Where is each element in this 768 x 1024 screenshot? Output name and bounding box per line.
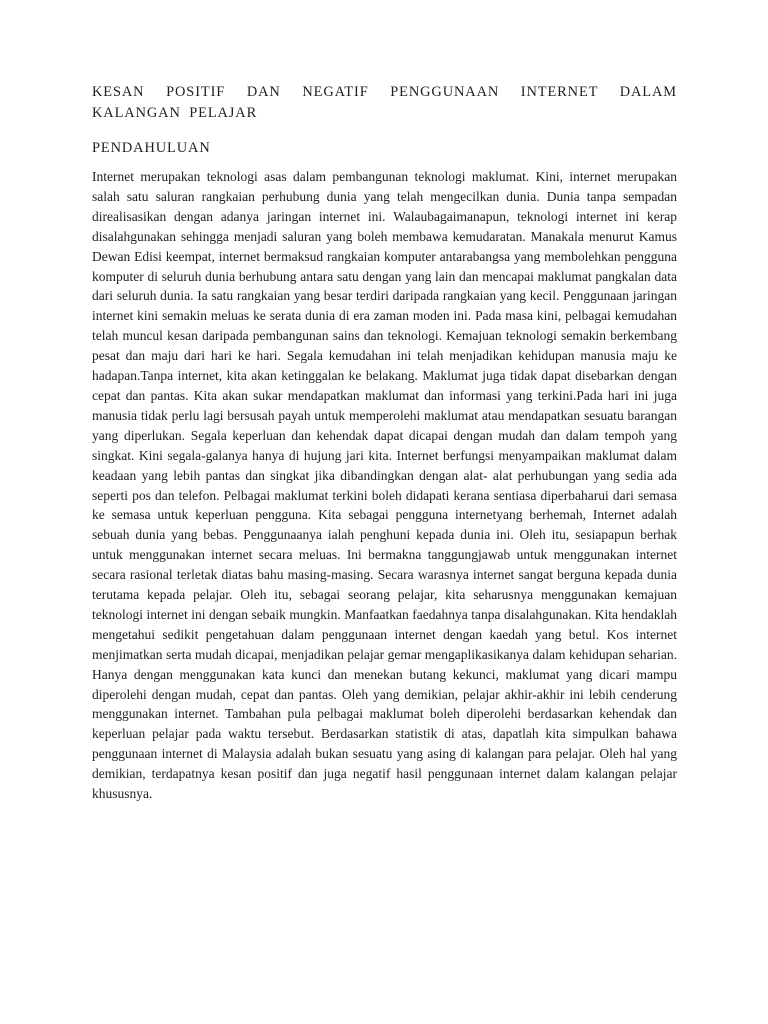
document-page: [92, 82, 677, 804]
section-heading: PENDAHULUAN: [92, 140, 211, 156]
body-paragraph: Internet merupakan teknologi asas dalam pembangunan teknologi maklumat. Kini, internet merupakan salah satu saluran rangkaian perhubung dunia yang telah mengecilkan dunia. Dunia tanpa sempadan direalisasikan dengan adanya jaringan internet ini. Walaubagaimanapun, teknologi internet ini kerap disalahgunakan sehingga menjadi saluran yang boleh membawa kemudaratan. Manakala menurut Kamus Dewan Edisi keempat, internet bermaksud rangkaian komputer antarabangsa yang membolehkan pengguna komputer di seluruh dunia berhubung antara satu dengan yang lain dan mencapai maklumat pangkalan data dari seluruh dunia. Ia satu rangkaian yang besar terdiri daripada rangkaian yang kecil. Penggunaan jaringan internet kini semakin meluas ke serata dunia di era zaman moden ini. Pada masa kini, pelbagai kemudahan telah muncul kesan daripada pembangunan sains dan teknologi. Kemajuan teknologi semakin berkembang pesat dan maju dari hari ke hari. Segala kemudahan ini telah menjadikan kehidupan manusia maju ke hadapan.Tanpa internet, kita akan ketinggalan ke belakang. Maklumat juga tidak dapat disebarkan dengan cepat dan pantas. Kita akan sukar mendapatkan maklumat dan informasi yang terkini.Pada hari ini juga manusia tidak perlu lagi bersusah payah untuk memperolehi maklumat atau mendapatkan sesuatu barangan yang diperlukan. Segala keperluan dan kehendak dapat dicapai dengan mudah dan dalam tempoh yang singkat. Kini segala-galanya hanya di hujung jari kita. Internet berfungsi menyampaikan maklumat dalam keadaan yang lebih pantas dan singkat jika dibandingkan dengan alat- alat perhubungan yang sedia ada seperti pos dan telefon. Pelbagai maklumat terkini boleh didapati kerana sentiasa diperbaharui dari semasa ke semasa untuk keperluan pengguna. Kita sebagai pengguna internetyang berhemah, Internet adalah sebuah dunia yang bebas. Penggunaanya ialah penghuni kepada dunia ini. Oleh itu, sesiapapun berhak untuk menggunakan internet secara meluas. Ini bermakna tanggungjawab untuk menggunakan internet secara rasional terletak diatas bahu masing-masing. Secara warasnya internet sangat berguna kepada dunia terutama kepada pelajar. Oleh itu, sebagai seorang pelajar, kita seharusnya menggunakan kemajuan teknologi internet ini dengan sebaik mungkin. Manfaatkan faedahnya tanpa disalahgunakan. Kita hendaklah mengetahui sedikit pengetahuan dalam penggunaan internet dengan kaedah yang betul. Kos internet menjimatkan serta mudah dicapai, menjadikan pelajar gemar mengaplikasikanya dalam kehidupan seharian. Hanya dengan menggunakan kata kunci dan menekan butang kekunci, maklumat yang dicari mampu diperolehi dengan mudah, cepat dan pantas. Oleh yang demikian, pelajar akhir-akhir ini lebih cenderung menggunakan internet. Tambahan pula pelbagai maklumat boleh diperolehi berdasarkan kehendak dan keperluan pelajar pada waktu tersebut. Berdasarkan statistik di atas, dapatlah kita simpulkan bahawa penggunaan internet di Malaysia adalah bukan sesuatu yang asing di kalangan para pelajar. Oleh hal yang demikian, terdapatnya kesan positif dan juga negatif hasil penggunaan internet dalam kalangan pelajar khususnya.: [92, 169, 677, 802]
document-title: KESAN POSITIF DAN NEGATIF PENGGUNAAN INTERNET DALAM KALANGAN PELAJAR: [92, 84, 677, 121]
